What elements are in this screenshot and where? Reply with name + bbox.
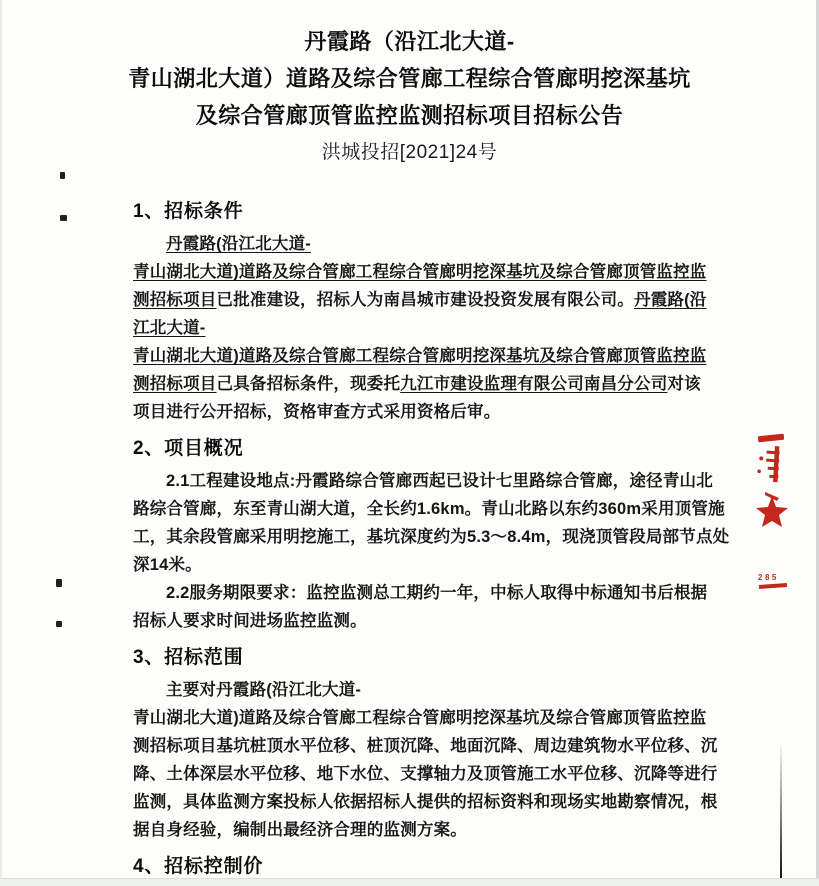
text-line — [133, 760, 733, 788]
seal-underline — [759, 583, 787, 589]
seal-number: 285 — [758, 573, 779, 582]
plain-text: 深14米。 — [133, 556, 202, 574]
ink-speck — [60, 172, 65, 179]
title-line: 丹霞路（沿江北大道- — [304, 29, 515, 54]
ink-speck — [56, 579, 62, 587]
seal-character-strokes — [757, 445, 780, 482]
section-heading: 1、招标条件 — [133, 201, 244, 222]
plain-text: 测招标项目基坑桩顶水平位移、桩顶沉降、地面沉降、周边建筑物水平位移、沉 — [133, 737, 718, 755]
red-seal-fragment — [755, 432, 789, 596]
underlined-text: 测招标项目 — [133, 375, 217, 393]
text-line — [133, 314, 733, 342]
plain-text: 主要对丹霞路(沿江北大道- — [166, 681, 362, 699]
text-line — [133, 676, 733, 704]
plain-text: 己具备招标条件，现委托 — [216, 375, 401, 393]
underlined-text: 测招标项目 — [133, 291, 217, 309]
plain-text: 工，其余段管廊采用明挖施工，基坑深度约为5.3～8.4m，现浇顶管段局部节点处 — [133, 528, 730, 546]
document-title — [0, 23, 819, 171]
text-line — [133, 495, 733, 523]
section-heading: 2、项目概况 — [133, 438, 244, 459]
text-line — [133, 370, 733, 398]
ink-speck — [60, 215, 67, 221]
document-body — [133, 199, 733, 885]
plain-text: 对该 — [667, 375, 701, 393]
text-line — [133, 551, 733, 579]
plain-text: 监测，具体监测方案投标人依据招标人提供的招标资料和现场实地勘察情况，根 — [133, 793, 718, 811]
seal-bar — [758, 434, 784, 443]
fold-line — [780, 745, 782, 886]
plain-text: 2.2服务期限要求：监控监测总工期约一年，中标人取得中标通知书后根据 — [166, 584, 708, 602]
ink-speck — [56, 621, 62, 627]
bottom-scan-band — [0, 878, 819, 886]
plain-text: 招标人要求时间进场监控监测。 — [133, 612, 367, 630]
section-heading: 4、招标控制价 — [133, 856, 264, 877]
plain-text: 项目进行公开招标，资格审查方式采用资格后审。 — [133, 403, 501, 421]
plain-text: 2.1工程建设地点:丹霞路综合管廊西起已设计七里路综合管廊，途径青山北 — [166, 472, 713, 490]
plain-text: 据自身经验，编制出最经济合理的监测方案。 — [133, 821, 467, 839]
document-number: 洪城投招[2021]24号 — [321, 142, 498, 163]
text-line — [133, 286, 733, 314]
text-line — [133, 342, 733, 370]
text-line — [133, 816, 733, 844]
underlined-text: 青山湖北大道)道路及综合管廊工程综合管廊明挖深基坑及综合管廊顶管监控监 — [133, 263, 707, 281]
underlined-text: 丹霞路(沿 — [634, 291, 707, 309]
plain-text: 降、土体深层水平位移、地下水位、支撑轴力及顶管施工水平位移、沉降等进行 — [133, 765, 718, 783]
title-line: 及综合管廊顶管监控监测招标项目招标公告 — [195, 103, 624, 128]
text-line — [133, 258, 733, 286]
plain-text: 路综合管廊，东至青山湖大道，全长约1.6km。青山北路以东约360m采用顶管施 — [133, 500, 725, 518]
plain-text: 已批准建设，招标人为南昌城市建设投资发展有限公司。 — [216, 291, 634, 309]
underlined-text: 青山湖北大道)道路及综合管廊工程综合管廊明挖深基坑及综合管廊顶管监控监 — [133, 347, 707, 365]
text-line — [133, 230, 733, 258]
page-left-edge — [0, 0, 2, 886]
plain-text: 青山湖北大道)道路及综合管廊工程综合管廊明挖深基坑及综合管廊顶管监控监 — [133, 709, 707, 727]
text-line — [133, 579, 733, 607]
text-line — [133, 704, 733, 732]
text-line — [133, 788, 733, 816]
text-line — [133, 523, 733, 551]
text-line — [133, 398, 733, 426]
section-heading: 3、招标范围 — [133, 647, 244, 668]
text-line — [133, 732, 733, 760]
text-line — [133, 467, 733, 495]
text-line — [133, 607, 733, 635]
underlined-text: 江北大道- — [133, 319, 206, 337]
title-line: 青山湖北大道）道路及综合管廊工程综合管廊明挖深基坑 — [128, 66, 691, 91]
seal-star-icon — [756, 492, 788, 527]
underlined-text: 丹霞路(沿江北大道- — [166, 235, 311, 253]
underlined-text: 九江市建设监理有限公司南昌分公司 — [400, 375, 668, 393]
